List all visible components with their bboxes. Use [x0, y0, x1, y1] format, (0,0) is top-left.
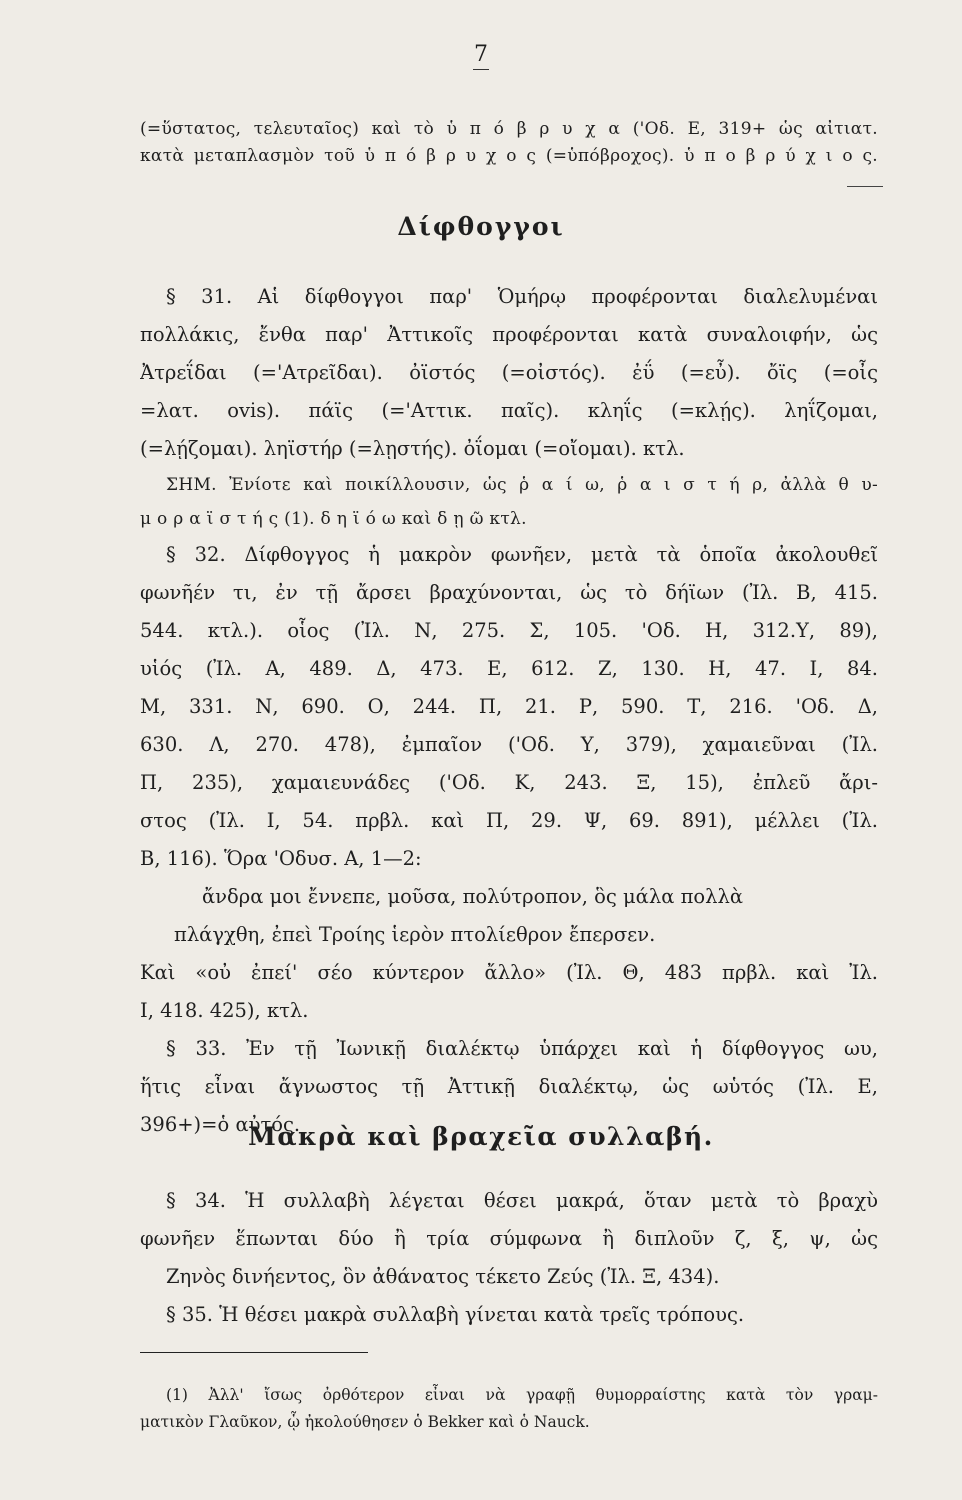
text-line: φωνῆεν ἕπωνται δύο ἢ τρία σύμφωνα ἢ διπλοῦν ζ, ξ, ψ, ὡς	[140, 1227, 878, 1250]
section-heading-syllables: Μακρὰ καὶ βραχεῖα συλλαβή.	[248, 1122, 714, 1151]
page-number	[0, 42, 962, 70]
text-line: φωνῆέν τι, ἐν τῇ ἄρσει βραχύνονται, ὡς τὸ δήϊων (Ἰλ. Β, 415.	[140, 581, 878, 604]
text-line: κατὰ μεταπλασμὸν τοῦ ὑ π ό β ρ υ χ ο ς (=ὑπόβροχος). ὑ π ο β ρ ύ χ ι ο ς.	[140, 146, 878, 166]
text-line: § 34. Ἡ συλλαβὴ λέγεται θέσει μακρά, ὅταν μετὰ τὸ βραχὺ	[166, 1189, 878, 1212]
text-line: § 33. Ἐν τῇ Ἰωνικῇ διαλέκτῳ ὑπάρχει καὶ ἡ δίφθογγος ωυ,	[166, 1037, 878, 1060]
footnote	[140, 1382, 878, 1436]
text-line: στος (Ἰλ. Ι, 54. πρβλ. καὶ Π, 29. Ψ, 69. 891), μέλλει (Ἰλ.	[140, 809, 878, 832]
footnote-rule	[140, 1352, 368, 1353]
text-line: Β, 116). Ὅρα 'Οδυσ. Α, 1—2:	[140, 847, 422, 870]
syllable-section	[140, 1182, 878, 1334]
continuation-block	[140, 116, 878, 170]
section-heading-diphthongs: Δίφθογγοι	[397, 212, 565, 241]
diphthong-section	[140, 278, 878, 1144]
text-line: § 32. Δίφθογγος ἡ μακρὸν φωνῆεν, μετὰ τὰ ὁποῖα ἀκολουθεῖ	[166, 543, 878, 566]
footnote-line: (1) Ἀλλ' ἴσως ὀρθότερον εἶναι νὰ γραφῇ θυμορραίστης κατὰ τὸν γραμ-	[166, 1386, 878, 1404]
text-line: 630. Λ, 270. 478), ἐμπαῖον ('Οδ. Υ, 379), χαμαιεῦναι (Ἰλ.	[140, 733, 878, 756]
text-line: Ἀτρεΐδαι (='Ατρεῖδαι). ὀϊστός (=οἰστός). ἐΰ (=εὖ). ὄϊς (=οἶς	[140, 361, 878, 384]
text-line: υἱός (Ἰλ. Α, 489. Δ, 473. Ε, 612. Ζ, 130. Η, 47. Ι, 84.	[140, 657, 878, 680]
text-line: (=λῄζομαι). ληϊστήρ (=λῃστής). ὀΐομαι (=οἴομαι). κτλ.	[140, 437, 685, 460]
verse-line: πλάγχθη, ἐπεὶ Τροίης ἱερὸν πτολίεθρον ἔπερσεν.	[174, 923, 656, 946]
text-line: =λατ. ovis). πάϊς (='Αττικ. παῖς). κληΐς (=κλῄς). ληΐζομαι,	[140, 399, 878, 422]
text-line: (=ὕστατος, τελευταῖος) καὶ τὸ ὑ π ό β ρ υ χ α ('Οδ. Ε, 319+ ὡς αἰτιατ.	[140, 119, 878, 139]
text-line: Καὶ «οὐ ἐπεί' σέο κύντερον ἄλλο» (Ἰλ. Θ, 483 πρβλ. καὶ Ἰλ.	[140, 961, 878, 984]
note-line: ΣΗΜ. Ἐνίοτε καὶ ποικίλλουσιν, ὡς ῥ α ί ω, ῥ α ι σ τ ή ρ, ἀλλὰ θ υ-	[166, 475, 878, 495]
text-line: 396+)=ὁ αὐτός.	[140, 1113, 301, 1136]
text-line: πολλάκις, ἔνθα παρ' Ἀττικοῖς προφέρονται κατὰ συναλοιφήν, ὡς	[140, 323, 878, 346]
page-number-underline	[473, 69, 489, 70]
text-line: Ι, 418. 425), κτλ.	[140, 999, 309, 1022]
page-number-text: 7	[474, 42, 488, 67]
text-line: Π, 235), χαμαιευνάδες ('Οδ. Κ, 243. Ξ, 15), ἐπλεῦ ἄρι-	[140, 771, 878, 794]
text-line: § 31. Αἱ δίφθογγοι παρ' Ὁμήρῳ προφέρονται διαλελυμέναι	[166, 285, 878, 308]
footnote-line: ματικὸν Γλαῦκον, ᾧ ἠκολούθησεν ὁ Bekker καὶ ὁ Nauck.	[140, 1413, 590, 1431]
text-line: § 35. Ἡ θέσει μακρὰ συλλαβὴ γίνεται κατὰ τρεῖς τρόπους.	[166, 1303, 745, 1326]
text-line: ἥτις εἶναι ἄγνωστος τῇ Ἀττικῇ διαλέκτῳ, ὡς ωὑτός (Ἰλ. Ε,	[140, 1075, 878, 1098]
text-line: Μ, 331. Ν, 690. Ο, 244. Π, 21. Ρ, 590. Τ, 216. 'Οδ. Δ,	[140, 695, 878, 718]
verse-line: ἄνδρα μοι ἔννεπε, μοῦσα, πολύτροπον, ὃς μάλα πολλὰ	[202, 885, 744, 908]
note-line: μ ο ρ α ϊ σ τ ή ς (1). δ η ϊ ό ω καὶ δ ῃ ῶ κτλ.	[140, 509, 527, 529]
verse-example-line: Ζηνὸς δινήεντος, ὃν ἀθάνατος τέκετο Ζεύς (Ἰλ. Ξ, 434).	[166, 1265, 720, 1288]
text-line: 544. κτλ.). οἷος (Ἰλ. Ν, 275. Σ, 105. 'Οδ. Η, 312.Υ, 89),	[140, 619, 878, 642]
end-rule	[847, 186, 883, 187]
